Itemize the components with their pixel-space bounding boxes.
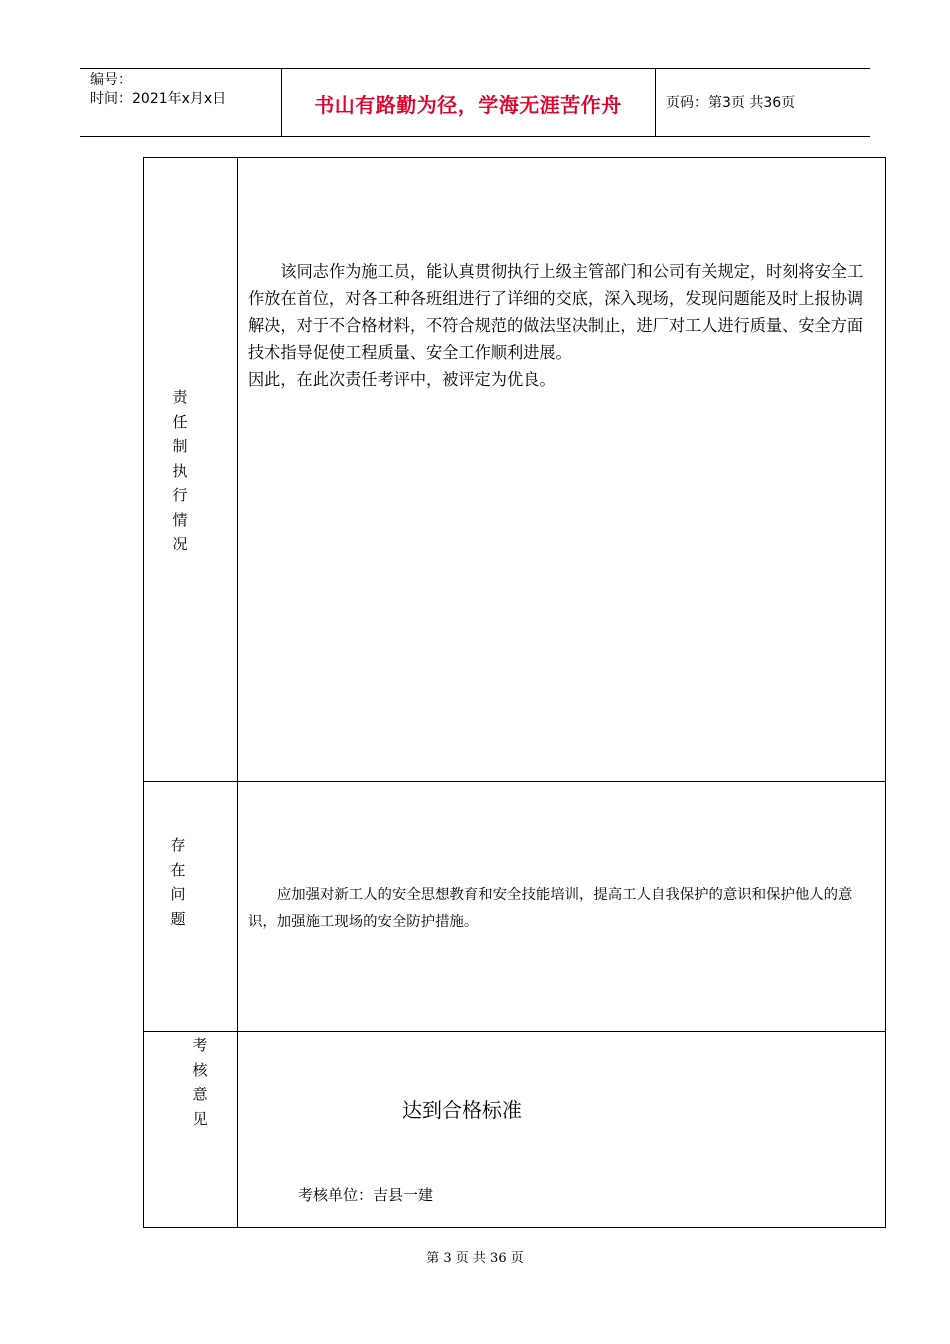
header-meta [90, 71, 226, 109]
label-char: 况 [172, 535, 188, 553]
label-char: 行 [172, 486, 188, 504]
label-char: 核 [192, 1060, 208, 1079]
label-char: 存 [170, 836, 186, 854]
assessment-label [190, 1033, 210, 1131]
responsibility-label-cell [143, 157, 238, 782]
problems-text [248, 882, 878, 936]
label-char: 题 [170, 909, 186, 928]
label-char: 情 [172, 510, 188, 529]
label-char: 任 [172, 412, 188, 431]
label-char: 执 [172, 461, 188, 480]
label-char: 在 [170, 860, 186, 879]
page-footer: 第 3 页 共 36 页 [426, 1251, 524, 1266]
label-char: 意 [192, 1085, 208, 1103]
responsibility-conclusion: 因此，在此次责任考评中，被评定为优良。 [248, 370, 556, 389]
document-time: 时间：2021年x月x日 [90, 91, 227, 107]
header-divider-2 [655, 68, 656, 136]
label-char: 问 [170, 885, 186, 903]
responsibility-content-cell [237, 157, 886, 782]
header-page-number: 页码：第3页 共36页 [666, 95, 796, 111]
responsibility-text [248, 258, 878, 393]
assessment-result: 达到合格标准 [402, 1098, 522, 1122]
assessment-unit: 考核单位：吉县一建 [298, 1186, 434, 1204]
label-char: 见 [192, 1109, 208, 1128]
problems-label-cell [143, 781, 238, 1032]
header-divider-1 [281, 68, 282, 136]
responsibility-paragraph: 该同志作为施工员，能认真贯彻执行上级主管部门和公司有关规定，时刻将安全工作放在首位，对各工种各班组进行了详细的交底，深入现场，发现问题能及时上报协调解决，对于不合格材料，不符合规范的做法坚决制止，进厂对工人进行质量、安全方面技术指导促使工程质量、安全工作顺利进展。 [248, 262, 864, 362]
label-char: 责 [172, 388, 188, 406]
label-char: 考 [192, 1036, 208, 1054]
document-number: 编号： [90, 72, 132, 88]
header-top-rule [80, 68, 870, 69]
responsibility-label [170, 385, 190, 557]
label-char: 制 [172, 437, 188, 455]
header-bottom-rule [80, 136, 870, 137]
problems-label [168, 833, 188, 931]
header-motto: 书山有路勤为径，学海无涯苦作舟 [314, 93, 622, 117]
problems-paragraph: 应加强对新工人的安全思想教育和安全技能培训，提高工人自我保护的意识和保护他人的意识，加强施工现场的安全防护措施。 [248, 887, 853, 930]
